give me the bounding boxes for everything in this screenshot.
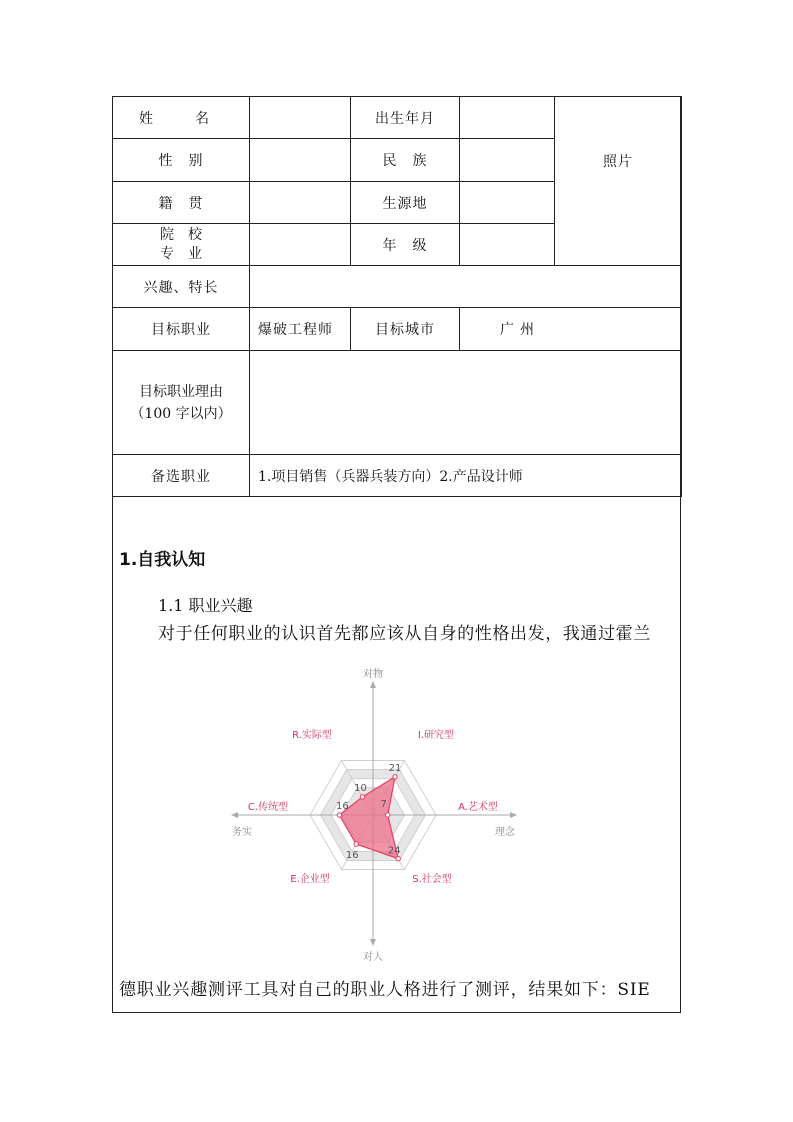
radar-point-3: [396, 856, 400, 860]
photo-cell[interactable]: [555, 97, 682, 266]
gender-field[interactable]: [250, 139, 351, 182]
radar-value-label-4: 16: [345, 850, 359, 862]
arrow-left-icon: [231, 812, 238, 818]
reason-field[interactable]: [250, 351, 682, 455]
radar-point-4: [354, 842, 358, 846]
radar-category-label-3: S.社会型: [412, 874, 452, 885]
section-heading: 1.自我认知: [119, 550, 206, 570]
target-job-value[interactable]: 爆破工程师: [250, 308, 351, 351]
radar-category-label-2: A.艺术型: [458, 802, 498, 813]
radar-axis-label-top: 对物: [363, 669, 383, 680]
radar-point-1: [393, 775, 397, 779]
radar-axis-label-right: 理念: [495, 827, 515, 838]
radar-category-label-4: E.企业型: [290, 874, 330, 885]
school-label: 院 校: [160, 226, 202, 243]
radar-value-label-6: 10: [354, 782, 367, 794]
name-label: 姓 名: [113, 97, 250, 139]
arrow-top-icon: [370, 681, 376, 688]
radar-point-2: [386, 813, 390, 817]
ethnicity-field[interactable]: [460, 139, 555, 182]
major-label: 专 业: [160, 245, 202, 262]
radar-value-label-5: 16: [336, 801, 349, 812]
hobby-field[interactable]: [250, 266, 682, 308]
school-major-label: [113, 224, 250, 266]
alt-job-value[interactable]: 1.项目销售（兵器兵装方向）2.产品设计师: [250, 455, 682, 497]
radar-point-6: [360, 795, 364, 799]
radar-value-label-1: 21: [388, 762, 402, 774]
arrow-bottom-icon: [370, 939, 376, 946]
source-field[interactable]: [460, 182, 555, 224]
radar-axis-label-bottom: 对人: [363, 952, 383, 963]
alt-job-label: 备选职业: [113, 455, 250, 497]
radar-category-label-1: I.研究型: [417, 730, 455, 741]
reason-label-line2: （100 字以内）: [130, 405, 232, 422]
radar-point-5: [337, 813, 341, 817]
profile-form-table: [112, 96, 682, 497]
paragraph-line-2: 德职业兴趣测评工具对自己的职业人格进行了测评，结果如下：SIE: [119, 980, 651, 1000]
radar-value-label-3: 24: [387, 845, 401, 857]
holland-radar-chart: [220, 660, 530, 963]
origin-label: 籍 贯: [113, 182, 250, 224]
ethnicity-label: 民 族: [351, 139, 460, 182]
arrow-right-icon: [510, 812, 517, 818]
radar-category-label-5: C.传统型: [247, 802, 289, 813]
radar-axis-label-left: 务实: [232, 827, 252, 838]
origin-field[interactable]: [250, 182, 351, 224]
target-city-value[interactable]: 广州: [460, 308, 682, 351]
grade-field[interactable]: [460, 224, 555, 266]
reason-label: [113, 351, 250, 455]
radar-category-label-6: R.实际型: [292, 730, 332, 741]
subsection-heading: 1.1 职业兴趣: [158, 596, 253, 615]
paragraph-line-1: 对于任何职业的认识首先都应该从自身的性格出发，我通过霍兰: [158, 624, 651, 644]
source-label: 生源地: [351, 182, 460, 224]
grade-label: 年 级: [351, 224, 460, 266]
reason-label-line1: 目标职业理由: [139, 383, 223, 400]
birth-field[interactable]: [460, 97, 555, 139]
name-field[interactable]: [250, 97, 351, 139]
photo-label: 照片: [603, 154, 633, 170]
radar-value-label-2: 7: [380, 799, 387, 810]
gender-label: 性 别: [113, 139, 250, 182]
target-job-label: 目标职业: [113, 308, 250, 351]
birth-label: 出生年月: [351, 97, 460, 139]
target-city-label: 目标城市: [351, 308, 460, 351]
school-major-field[interactable]: [250, 224, 351, 266]
hobby-label: 兴趣、特长: [113, 266, 250, 308]
